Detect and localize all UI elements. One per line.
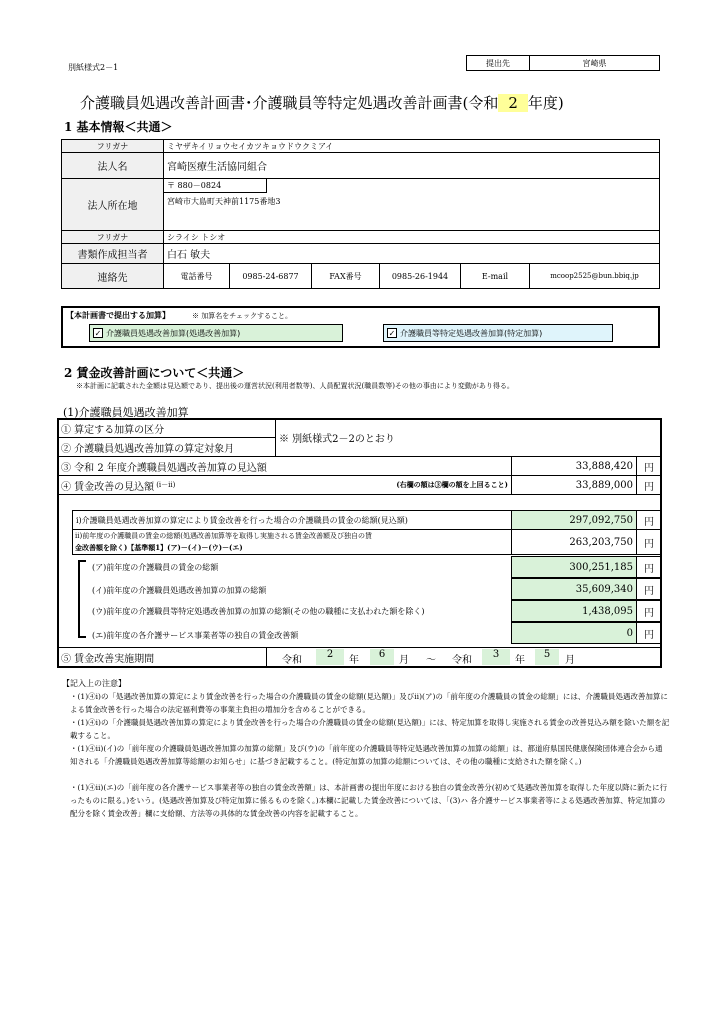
person-label: 書類作成担当者 — [61, 243, 164, 264]
yen-unit: 円 — [636, 578, 662, 600]
bracket — [78, 560, 86, 638]
email-value: mcoop2525@bun.bbiq.jp — [529, 263, 660, 289]
row-ii-label-line1: ⅱ)前年度の介護職員の賃金の総額(処遇改善加算等を取得し実施される賃金改善額及び独自の賃 — [75, 532, 372, 540]
row4-value: 33,889,000 — [511, 475, 637, 495]
period-start-year[interactable]: 2 — [316, 649, 344, 665]
note-2: ・(1)④ⅰ)の「介護職員処遇改善加算の算定により賃金改善を行った場合の介護職員の賃金の総額(見込額)」には、特定加算を取得し実施される賃金の改善見込み額を除いた額を記載すること。 — [70, 718, 670, 740]
yen-unit: 円 — [636, 510, 662, 530]
row-d-label: (エ)前年度の各介護サービス事業者等の独自の賃金改善額 — [92, 631, 299, 640]
addon-option-1[interactable]: ✓ 介護職員処遇改善加算(処遇改善加算) — [89, 324, 343, 342]
submit-to-label: 提出先 — [466, 55, 530, 71]
row-ii-value: 263,203,750 — [511, 529, 637, 555]
row4-label-cell: ④ 賃金改善の見込額 (ⅰ－ⅱ) (右欄の額は③欄の額を上回ること) — [57, 475, 512, 495]
form-code: 別紙様式2－1 — [68, 63, 119, 72]
corp-name: 宮崎医療生活協同組合 — [163, 152, 660, 179]
page-title: 介護職員処遇改善計画書･介護職員等特定処遇改善計画書(令和 2 年度) — [80, 94, 564, 112]
period-start-month[interactable]: 6 — [370, 649, 394, 665]
period-year-unit: 年 — [349, 655, 359, 666]
subsection-heading: (1)介護職員処遇改善加算 — [63, 406, 189, 419]
row-ii-label-line2: 金改善額を除く)【基準額1】(ア)－(イ)－(ウ)－(エ) — [75, 543, 243, 552]
yen-unit: 円 — [636, 622, 662, 644]
yen-unit: 円 — [636, 556, 662, 578]
postal-code: 〒 880－0824 — [163, 178, 267, 193]
row-a-label: (ア)前年度の介護職員の賃金の総額 — [92, 563, 219, 572]
yen-unit: 円 — [636, 529, 662, 555]
row5-label: ⑤ 賃金改善実施期間 — [57, 647, 267, 668]
row-b-value[interactable]: 35,609,340 — [511, 578, 637, 600]
row-b-label: (イ)前年度の介護職員処遇改善加算の加算の総額 — [92, 586, 267, 595]
addon-option-2[interactable]: ✓ 介護職員等特定処遇改善加算(特定加算) — [383, 324, 613, 342]
checkbox-checked-icon[interactable]: ✓ — [388, 329, 396, 338]
row-d-value[interactable]: 0 — [511, 622, 637, 644]
person-furigana-label: フリガナ — [61, 230, 164, 244]
yen-unit: 円 — [636, 456, 662, 476]
row-i-label: ⅰ)介護職員処遇改善加算の算定により賃金改善を行った場合の介護職員の賃金の総額(見込額) — [72, 510, 512, 530]
period-era-start: 令和 — [282, 655, 302, 666]
row3-value: 33,888,420 — [511, 456, 637, 476]
row-i-value[interactable]: 297,092,750 — [511, 510, 637, 530]
row3-label: ③ 令和 2 年度介護職員処遇改善加算の見込額 — [57, 456, 512, 476]
fax-label: FAX番号 — [311, 263, 380, 289]
section1-heading: 1 基本情報＜共通＞ — [64, 120, 173, 134]
note-4: ・(1)④ⅱ)(エ)の「前年度の各介護サービス事業者等の独自の賃金改善額」は、本計画書の提出年度における独自の賃金改善分(初めて処遇改善加算を取得した年度以降に新たに行ったものに限る。)をいう。(処遇改善加算及び特定加算に係るものを除く。)本欄に記載した賃金改善については、「(3)ハ 各介護サービス事業者等による処遇改善加算、特定加算の配分を除く賃金改善」欄に支給額、方法等の具体的な賃金改善の内容を記載すること。 — [70, 783, 668, 818]
note-3: ・(1)④ⅱ)(イ)の「前年度の介護職員処遇改善加算の加算の総額」及び(ウ)の「前年度の介護職員等特定処遇改善加算の加算の総額」は、都道府県国民健康保険団体連合会から通知される「介護職員処遇改善加算等総額のお知らせ」に基づき記載すること。(特定加算の加算の総額については、その他の職種に支給された額を除く。) — [70, 744, 663, 766]
row2-label: ② 介護職員処遇改善加算の算定対象月 — [57, 437, 276, 457]
notes-heading: 【記入上の注意】 — [62, 679, 126, 688]
tel-label: 電話番号 — [163, 263, 230, 289]
row-c-value[interactable]: 1,438,095 — [511, 600, 637, 622]
addon-hint: ※ 加算名をチェックすること。 — [192, 312, 293, 320]
period-end-year[interactable]: 3 — [482, 649, 510, 665]
addon-heading: 【本計画書で提出する加算】 — [66, 311, 170, 320]
person-name: 白石 敏夫 — [163, 243, 660, 264]
row-c-label: (ウ)前年度の介護職員等特定処遇改善加算の加算の総額(その他の職種に支払われた額を除く) — [92, 607, 425, 616]
corp-furigana-label: フリガナ — [61, 139, 164, 153]
email-label: E-mail — [460, 263, 530, 289]
row-a-value[interactable]: 300,251,185 — [511, 556, 637, 578]
submit-to-value: 宮崎県 — [529, 55, 660, 71]
period-end-month[interactable]: 5 — [535, 649, 559, 665]
address-label: 法人所在地 — [61, 178, 164, 231]
section2-heading: 2 賃金改善計画について＜共通＞ — [64, 366, 245, 380]
note-1: ・(1)④ⅰ)の「処遇改善加算の算定により賃金改善を行った場合の介護職員の賃金の総額(見込額)」及びⅱ)(ア)の「前年度の介護職員の賃金の総額」には、介護職員処遇改善加算による賃金改善を行った場合の法定福利費等の事業主負担の増加分を含めることができる。 — [70, 692, 668, 714]
person-furigana: シライシ トシオ — [163, 230, 660, 244]
yen-unit: 円 — [636, 600, 662, 622]
corp-furigana: ミヤザキイリョウセイカツキョウドウクミアイ — [163, 139, 660, 153]
period-tilde: ～ — [426, 655, 436, 666]
contact-label: 連絡先 — [61, 263, 164, 289]
title-year: 2 — [498, 94, 528, 112]
tel-value: 0985-24-6877 — [229, 263, 312, 289]
row1-label: ① 算定する加算の区分 — [57, 418, 276, 438]
checkbox-checked-icon[interactable]: ✓ — [94, 329, 102, 338]
section2-note: ※本計画に記載された金額は見込額であり、提出後の運営状況(利用者数等)、人員配置状況(職員数等)その他の事由により変動があり得る。 — [76, 382, 514, 390]
period-era-end: 令和 — [452, 655, 472, 666]
period-year-unit: 年 — [515, 655, 525, 666]
yen-unit: 円 — [636, 475, 662, 495]
corp-name-label: 法人名 — [61, 152, 164, 179]
fax-value: 0985-26-1944 — [379, 263, 461, 289]
row12-value: ※ 別紙様式2－2のとおり — [275, 418, 662, 457]
address: 宮崎市大島町天神前1175番地3 — [167, 197, 281, 206]
period-month-unit: 月 — [399, 655, 409, 666]
period-month-unit: 月 — [565, 655, 575, 666]
